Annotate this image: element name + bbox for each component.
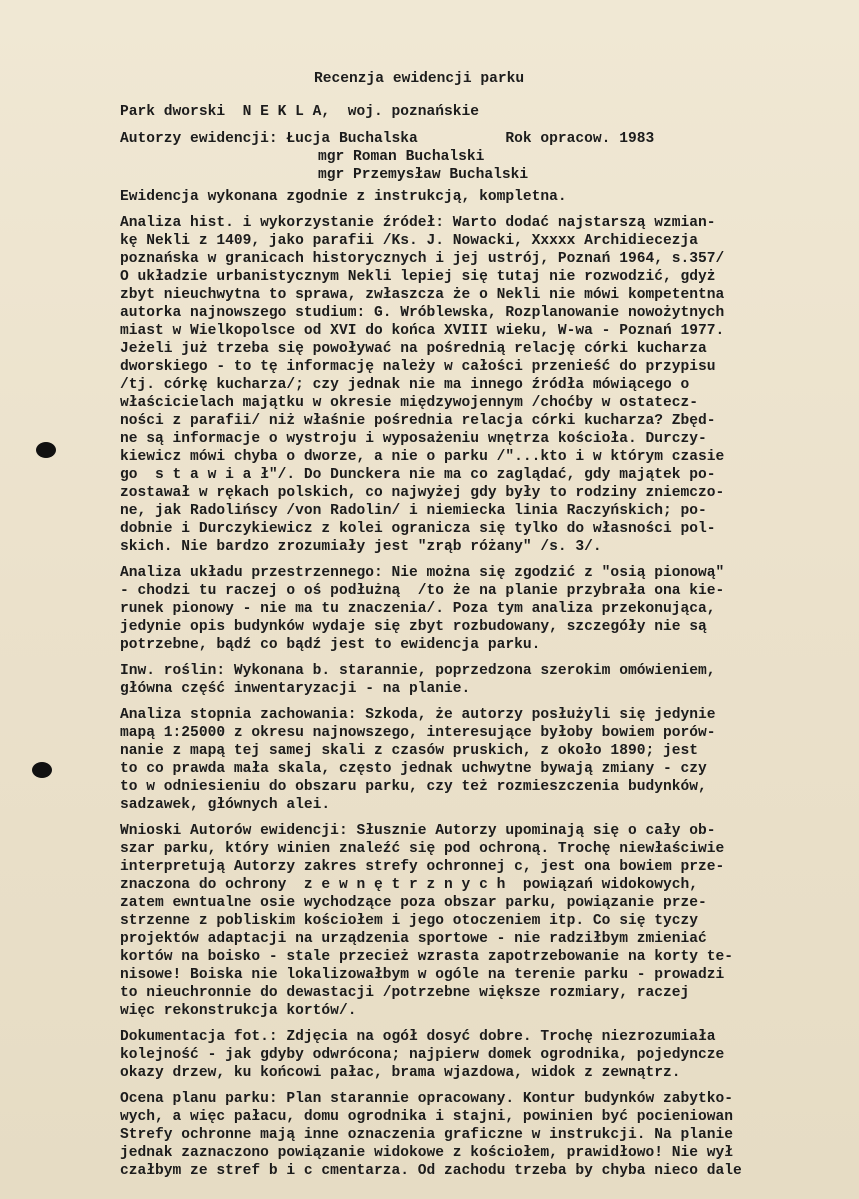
text-line: to nieuchronnie do dewastacji /potrzebne większe rozmiary, raczej bbox=[120, 985, 690, 1001]
text-line: jednak zaznaczono powiązanie widokowe z kościołem, prawidłowo! Nie wył bbox=[120, 1145, 734, 1161]
text-line: zostawał w rękach polskich, co najwyżej gdy były to rodziny zniemczo- bbox=[120, 485, 725, 501]
text-line: interpretują Autorzy zakres strefy ochronnej c, jest ona bowiem prze- bbox=[120, 859, 725, 875]
text-line: strzenne z pobliskim kościołem i jego otoczeniem itp. Co się tyczy bbox=[120, 913, 699, 929]
text-line: dworskiego - to tę informację należy w całości przenieść do przypisu bbox=[120, 359, 716, 375]
text-line: kę Nekli z 1409, jako parafii /Ks. J. Nowacki, Xxxxx Archidiecezja bbox=[120, 233, 699, 249]
author-3: mgr Przemysław Buchalski bbox=[318, 167, 529, 183]
text-line: ności z parafii/ niż właśnie pośrednia relacja córki kucharza? Zbęd- bbox=[120, 413, 716, 429]
text-line: Inw. roślin: Wykonana b. starannie, poprzedzona szerokim omówieniem, bbox=[120, 663, 716, 679]
author-2: mgr Roman Buchalski bbox=[318, 149, 485, 165]
text-line: sadzawek, głównych alei. bbox=[120, 797, 331, 813]
text-line: Dokumentacja fot.: Zdjęcia na ogół dosyć dobre. Trochę niezrozumiała bbox=[120, 1029, 716, 1045]
text-line: nanie z mapą tej samej skali z czasów pruskich, z około 1890; jest bbox=[120, 743, 699, 759]
text-line: mapą 1:25000 z okresu najnowszego, interesujące byłoby bowiem porów- bbox=[120, 725, 716, 741]
text-line: potrzebne, bądź co bądź jest to ewidencja parku. bbox=[120, 637, 541, 653]
text-line: główna część inwentaryzacji - na planie. bbox=[120, 681, 471, 697]
text-line: zatem ewntualne osie wychodzące poza obszar parku, powiązanie prze- bbox=[120, 895, 707, 911]
text-line: Strefy ochronne mają inne oznaczenia graficzne w instrukcji. Na planie bbox=[120, 1127, 734, 1143]
text-line: to w odniesieniu do obszaru parku, czy też rozmieszczenia budynków, bbox=[120, 779, 707, 795]
text-line: to co prawda mała skala, często jednak uchwytne bywają zmiany - czy bbox=[120, 761, 707, 777]
text-line: Analiza stopnia zachowania: Szkoda, że autorzy posłużyli się jedynie bbox=[120, 707, 716, 723]
text-line: - chodzi tu raczej o oś podłużną /to że na planie przybrała ona kie- bbox=[120, 583, 725, 599]
text-line: poznańska w granicach historycznych i jej ustrój, Poznań 1964, s.357/ bbox=[120, 251, 725, 267]
text-line: więc rekonstrukcja kortów/. bbox=[120, 1003, 357, 1019]
text-line: wych, a więc pałacu, domu ogrodnika i stajni, powinien być pocieniowan bbox=[120, 1109, 734, 1125]
text-line: Analiza hist. i wykorzystanie źródeł: Warto dodać najstarszą wzmian- bbox=[120, 215, 716, 231]
text-line: autorka najnowszego studium: G. Wróblewska, Rozplanowanie nowożytnych bbox=[120, 305, 725, 321]
text-line: /tj. córkę kucharza/; czy jednak nie ma innego źródła mówiącego o bbox=[120, 377, 690, 393]
text-line: okazy drzew, ku końcowi pałac, brama wjazdowa, widok z zewnątrz. bbox=[120, 1065, 681, 1081]
text-line: Ocena planu parku: Plan starannie opracowany. Kontur budynków zabytko- bbox=[120, 1091, 734, 1107]
park-line: Park dworski N E K L A, woj. poznańskie bbox=[120, 104, 480, 120]
text-line: właścicielach majątku w okresie międzywojennym /choćby w ostatecz- bbox=[120, 395, 699, 411]
text-line: Jeżeli już trzeba się powoływać na pośrednią relację córki kucharza bbox=[120, 341, 707, 357]
text-line: dobnie i Durczykiewicz z kolei ogranicza się tylko do własności pol- bbox=[120, 521, 716, 537]
text-line: jedynie opis budynków wydaje się zbyt rozbudowany, szczegóły nie są bbox=[120, 619, 707, 635]
text-line: projektów adaptacji na urządzenia sportowe - nie radziłbym zmieniać bbox=[120, 931, 707, 947]
text-line: czałbym ze stref b i c cmentarza. Od zachodu trzeba by chyba nieco dale bbox=[120, 1163, 742, 1179]
text-line: kortów na boisko - stale przecież wzrasta zapotrzebowanie na korty te- bbox=[120, 949, 734, 965]
text-line: nisowe! Boiska nie lokalizowałbym w ogóle na terenie parku - prowadzi bbox=[120, 967, 725, 983]
text-line: O układzie urbanistycznym Nekli lepiej się tutaj nie rozwodzić, gdyż bbox=[120, 269, 716, 285]
text-line: ne są informacje o wystroju i wyposażeniu wnętrza kościoła. Durczy- bbox=[120, 431, 707, 447]
text-line: kolejność - jak gdyby odwrócona; najpierw domek ogrodnika, pojedyncze bbox=[120, 1047, 725, 1063]
text-line: Analiza układu przestrzennego: Nie można się zgodzić z "osią pionową" bbox=[120, 565, 725, 581]
text-line: miast w Wielkopolsce od XVI do końca XVIII wieku, W-wa - Poznań 1977. bbox=[120, 323, 725, 339]
text-line: Ewidencja wykonana zgodnie z instrukcją, kompletna. bbox=[120, 189, 567, 205]
text-line: szar parku, który winien znaleźć się pod ochroną. Trochę niewłaściwie bbox=[120, 841, 725, 857]
authors-line: Autorzy ewidencji: Łucja Buchalska Rok opracow. 1983 bbox=[120, 131, 655, 147]
text-line: Wnioski Autorów ewidencji: Słusznie Autorzy upominają się o cały ob- bbox=[120, 823, 716, 839]
text-line: znaczona do ochrony z e w n ę t r z n y c h powiązań widokowych, bbox=[120, 877, 699, 893]
text-line: kiewicz mówi chyba o dworze, a nie o parku /"...kto i w którym czasie bbox=[120, 449, 725, 465]
text-line: go s t a w i a ł"/. Do Dunckera nie ma co zaglądać, gdy majątek po- bbox=[120, 467, 716, 483]
page-title: Recenzja ewidencji parku bbox=[314, 71, 525, 87]
text-line: runek pionowy - nie ma tu znaczenia/. Poza tym analiza przekonująca, bbox=[120, 601, 716, 617]
text-line: skich. Nie bardzo zrozumiały jest "zrąb różany" /s. 3/. bbox=[120, 539, 602, 555]
text-line: zbyt nieuchwytna to sprawa, zwłaszcza że o Nekli nie mówi kompetentna bbox=[120, 287, 725, 303]
text-line: ne, jak Radolińscy /von Radolin/ i niemiecka linia Raczyńskich; po- bbox=[120, 503, 707, 519]
